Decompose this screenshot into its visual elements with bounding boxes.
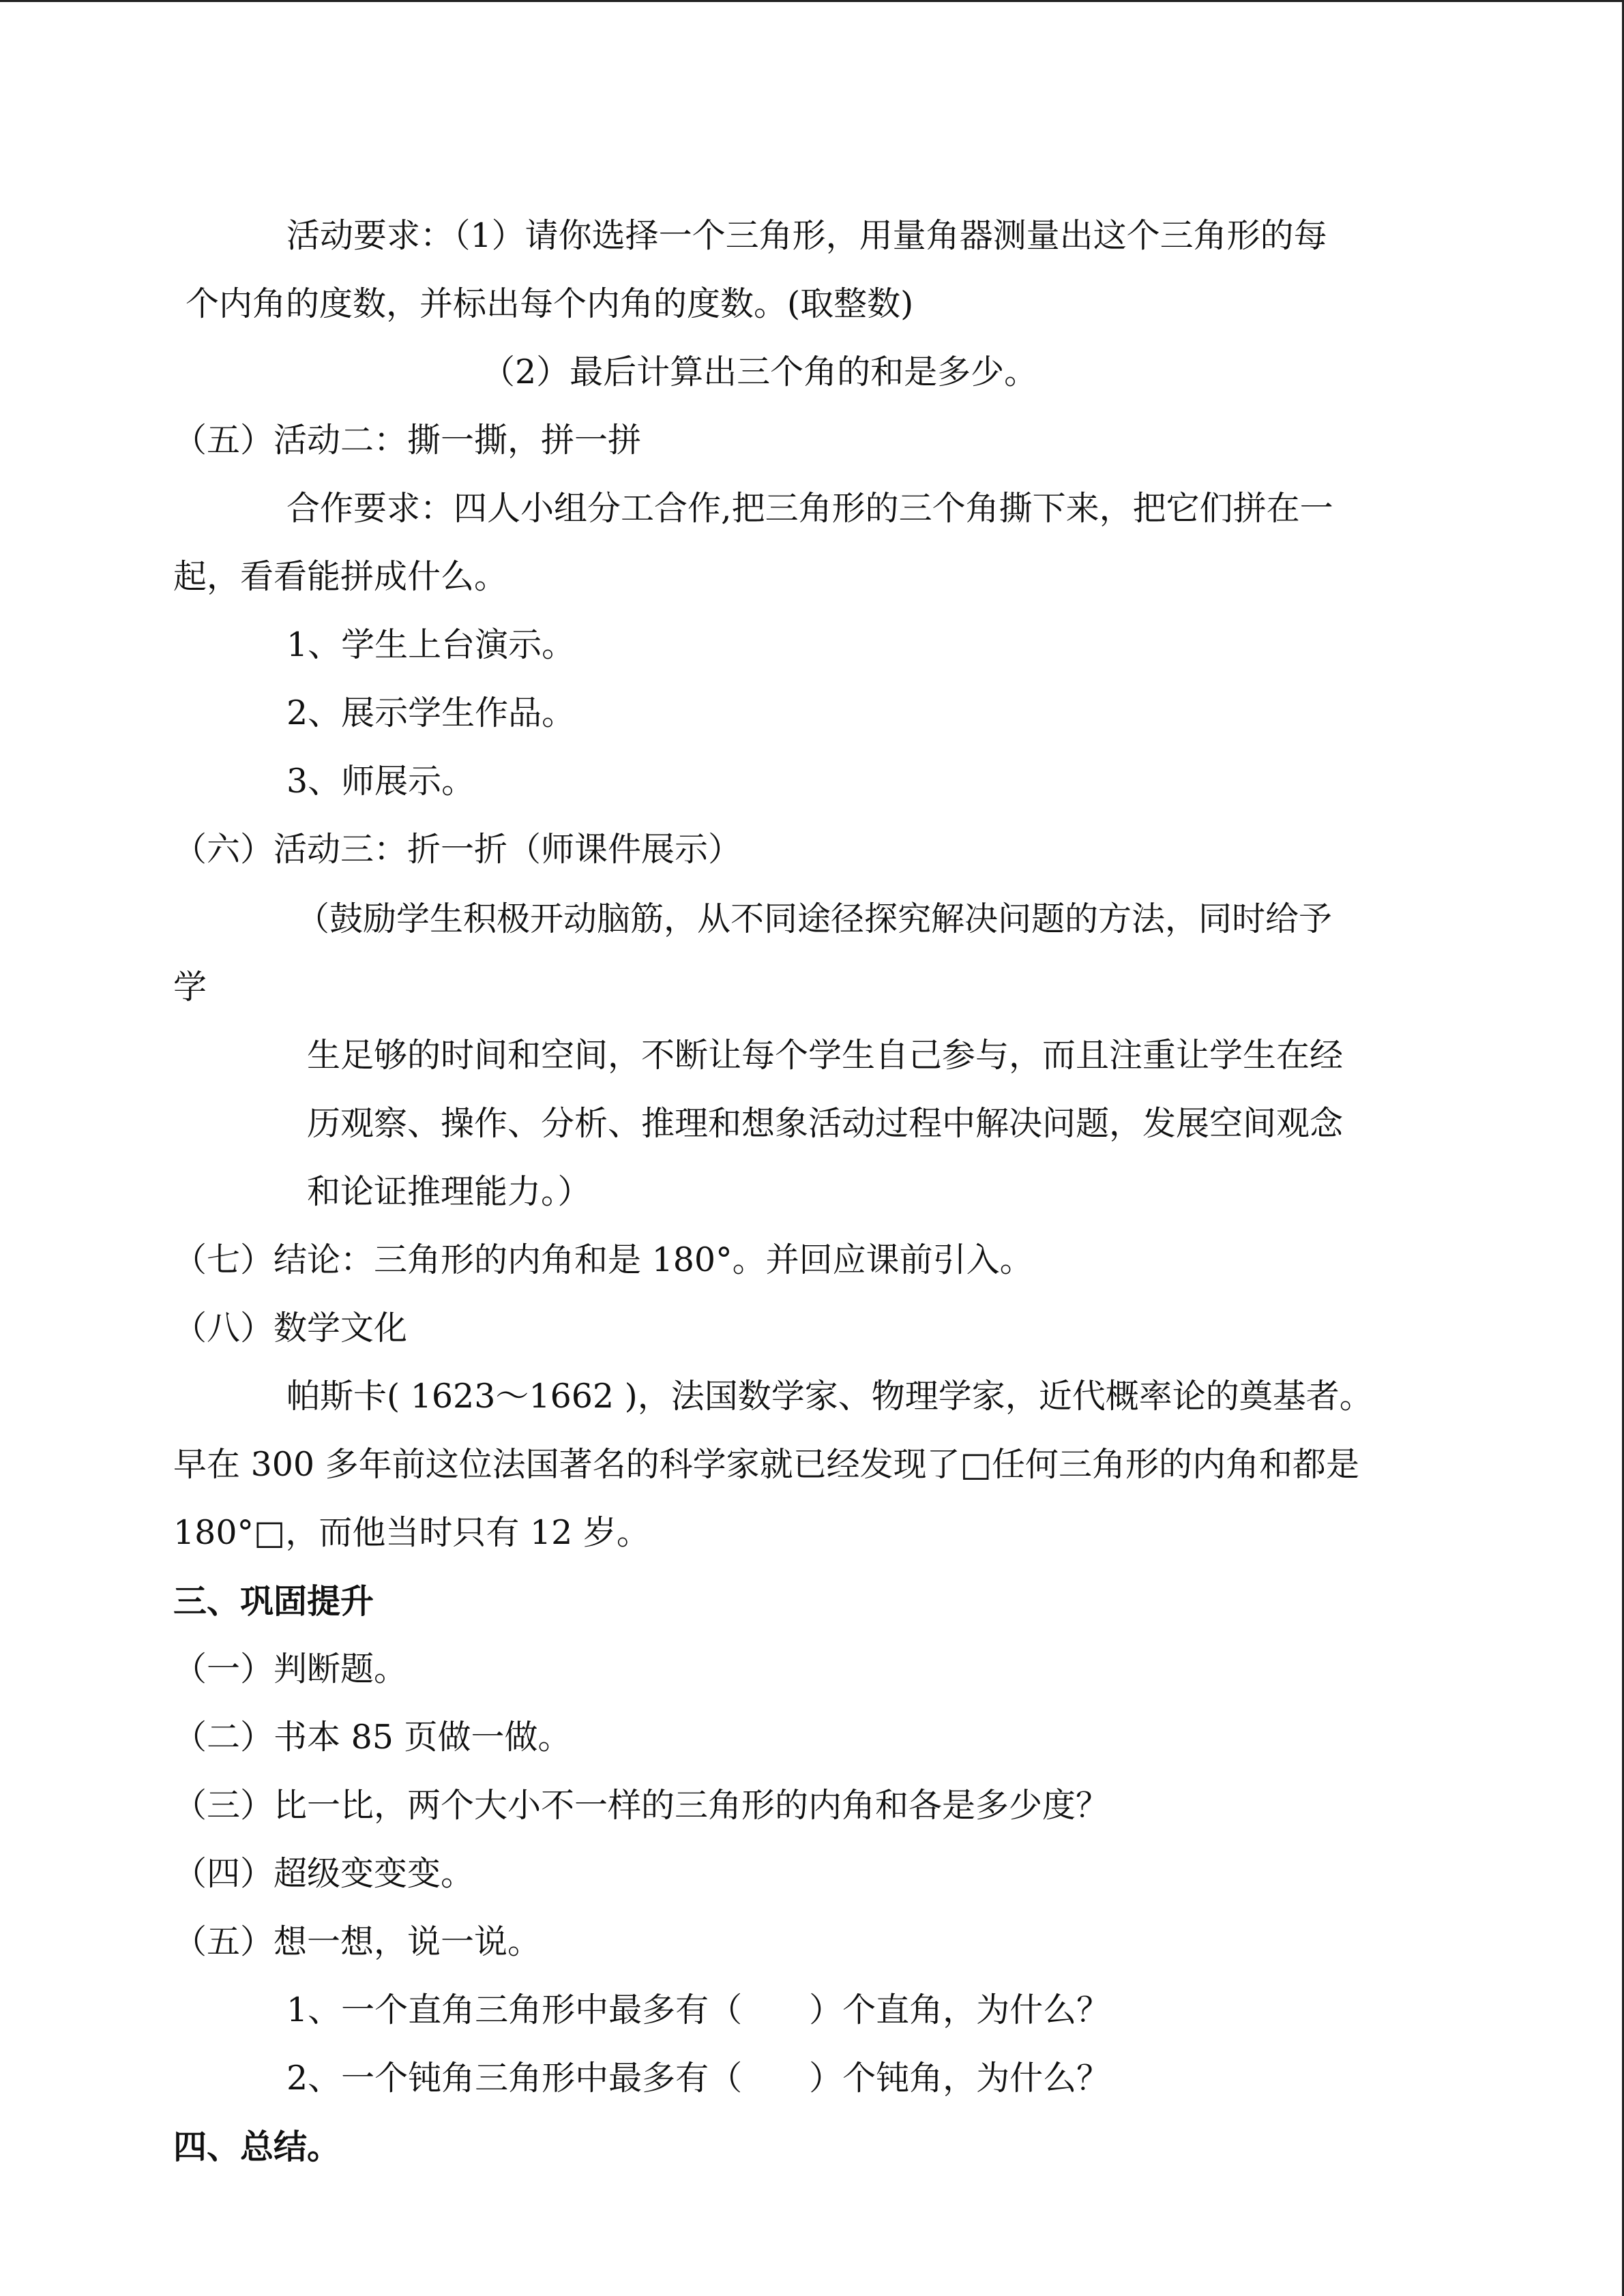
- list-item: 1、学生上台演示。: [286, 625, 576, 664]
- pascal-paragraph-line-2: 早在 300 多年前这位法国著名的科学家就已经发现了□任何三角形的内角和都是: [173, 1445, 1359, 1484]
- cooperation-requirement-line-1: 合作要求：四人小组分工合作,把三角形的三个角撕下来，把它们拼在一: [286, 489, 1333, 528]
- encouragement-note-line-5: 和论证推理能力。）: [307, 1172, 591, 1211]
- list-item: 3、师展示。: [286, 762, 475, 801]
- list-item: （一）判断题。: [173, 1650, 408, 1688]
- encouragement-note-line-1: （鼓励学生积极开动脑筋，从不同途径探究解决问题的方法，同时给予: [296, 899, 1333, 938]
- conclusion-line: （七）结论：三角形的内角和是 180°。并回应课前引入。: [173, 1240, 1033, 1279]
- list-item: （三）比一比，两个大小不一样的三角形的内角和各是多少度？: [173, 1786, 1110, 1825]
- encouragement-note-line-3: 生足够的时间和空间，不断让每个学生自己参与，而且注重让学生在经: [307, 1036, 1344, 1075]
- list-item: 2、展示学生作品。: [286, 694, 576, 732]
- activity-requirement-line-3: （2）最后计算出三个角的和是多少。: [482, 353, 1038, 391]
- activity-requirement-line-2: 个内角的度数，并标出每个内角的度数。(取整数): [186, 284, 914, 323]
- pascal-paragraph-line-1: 帕斯卡( 1623～1662 )，法国数学家、物理学家，近代概率论的奠基者。: [286, 1377, 1373, 1416]
- section-heading-activity-2: （五）活动二：撕一撕，拼一拼: [173, 421, 642, 460]
- question-right-triangle: 1、一个直角三角形中最多有（ ）个直角，为什么？: [286, 1991, 1110, 2029]
- top-border-line: [0, 0, 1624, 2]
- activity-requirement-line-1: 活动要求：（1）请你选择一个三角形，用量角器测量出这个三角形的每: [286, 216, 1327, 255]
- encouragement-note-line-2: 学: [173, 968, 207, 1007]
- list-item: （五）想一想，说一说。: [173, 1922, 542, 1961]
- cooperation-requirement-line-2: 起，看看能拼成什么。: [173, 557, 508, 596]
- pascal-paragraph-line-3: 180°□，而他当时只有 12 岁。: [173, 1513, 650, 1552]
- question-obtuse-triangle: 2、一个钝角三角形中最多有（ ）个钝角，为什么？: [286, 2059, 1110, 2098]
- encouragement-note-line-4: 历观察、操作、分析、推理和想象活动过程中解决问题，发展空间观念: [307, 1104, 1344, 1143]
- section-heading-math-culture: （八）数学文化: [173, 1309, 408, 1347]
- list-item: （四）超级变变变。: [173, 1854, 475, 1893]
- section-heading-summary: 四、总结。: [173, 2127, 341, 2166]
- section-heading-activity-3: （六）活动三：折一折（师课件展示）: [173, 830, 742, 869]
- section-heading-consolidation: 三、巩固提升: [173, 1581, 374, 1621]
- list-item: （二）书本 85 页做一做。: [173, 1718, 572, 1757]
